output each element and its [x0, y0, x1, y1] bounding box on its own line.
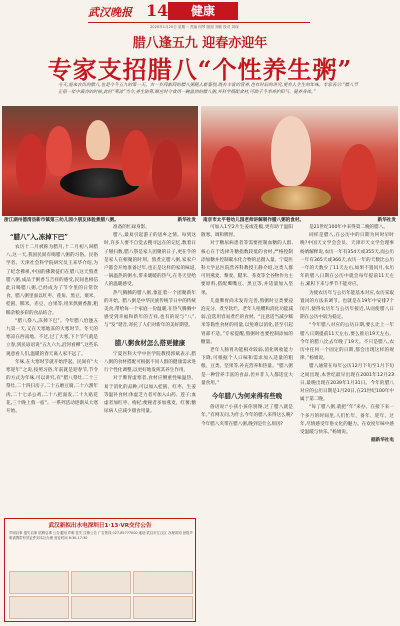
col3-paragraph: 老年人肠胃功能相对较弱,消化吸收能力下降,可根据个人口味和需求加入适量的粗粮、豆类、坚果等,补充营养和热量。“腊八粥是一种营养丰富的食品,但并非人人都适宜大量食用。” [201, 348, 293, 386]
col2-paragraph: 腊八,最易引起游子的思乡之情。每到这时,许多人要不自觉去搜寻远在的记忆,数着日子掰扫数,腊八祭是家人团聚的日子,更在乎的是家人在相聚的时刻。熬煮完腊八粥,家家户户都会开始准备过年,也正是这样的家的味道,一锅温热的粥水,带来暖暖的热气,在冬天里给人的温暖感受。 [104, 233, 196, 288]
kicker: 腊八逢五九 迎春亦迎年 [132, 36, 268, 51]
col2-subhead: 腊八粥食材怎么搭更健康 [114, 338, 186, 347]
page-number: 14 [146, 1, 169, 20]
col3-paragraph: 儿童脾胃尚未发育完善,熬粥时豆类要浸泡充分、煮至软烂。老年人咀嚼和消化功能减弱,宜选用容易煮烂的食材。“注意适当减少糯米等黏性食材的用量,以免难以消化,甚至引起胃部不适。”专家提醒,熬粥时也要控制添加的糖量。 [201, 298, 293, 345]
ad-title: 武汉新拟出水电深圳日1·13·VR交付公告 [48, 523, 152, 529]
col4-paragraph: 是21世纪100年中来得第二晚的腊八。 [309, 225, 388, 230]
col3-paragraph: 俗语说:“小孩小孩你别馋,过了腊八就是年。”有网友问,为什么今年的腊八来得这么晚?今年腊八夹带在腊八粥,晚到是什么原因? [201, 405, 293, 427]
col1-paragraph: 年味,在大寒时节就开始浮起。民间有“大寒迎年”之说,按照习俗,年前就是迎春节,节令的方式为年味,可以讲究,有“腊八祭灶,二十三祭灶,二十四扫房子,二十五磨豆腐,二十六割年肉,二十七杀公鸡,二十八把面发,二十九贴花花,三十晚上熬一宿”。一系列活动逐渐从大寒开始。 [6, 359, 98, 415]
photo-left-caption: 浙江湖州德清县新市镇第三幼儿园小朋友体验煮腊八粥。 新华社发 [4, 218, 196, 223]
col4-byline: 据新华社电 [371, 438, 394, 444]
col3-subhead: 今年腊八为何来得有些晚 [211, 392, 283, 401]
ad-body: 声明启事 遗失启事 招聘启事 公告通知 声明 挂失 注销公告 广告热线 027-85777000 地址:武汉市江汉区 办理须知 登报声明请携带有效证件到本社办理 营业时间 8:30-17:30 [9, 531, 193, 540]
col3-paragraph: 对于糖尿病患者等需要控制血糖的人群,核心在于选择升糖指数较低的食材,严格控制添加糖并控制碳水化合物的总摄入量。宁夏医科大学总医院营养科教授王静介绍,这类人群可用燕麦、藜麦、糙米、荞麦等全谷物作为主要原料,搭配鹰嘴豆、黑豆等,并适量加入坚果。 [201, 241, 293, 296]
col4-paragraph: “今年腊八对应的公历日期,要么比上一年腊八日期提前11天左右,要么推后19天左右。今年的腊八比去年晚了19天。不只是腊八,农历中任何一个固定的日期,都会出现这样的规律。”杨婧说。 [300, 323, 394, 362]
column-1 [6, 244, 98, 416]
photo-right-credit: 新华社发 [377, 218, 396, 223]
photo-teacher-ingredients [201, 106, 398, 216]
col3-paragraph: 可加入1至2片生姜或花椒,更有助于温阳散寒、调和脾胃。 [201, 225, 293, 239]
masthead-meta: 2020年1月20日 星期一 责编 何琴 版面 刘敏 校对 刘琛 [150, 25, 239, 29]
col4-paragraph: 同样是腊八,在公历中的日期为何时早时晚?中国天文学会会员、天津市天文学会理事杨婧解释说,农历一年有354天或355天,而公历一年有365天或366天,农历一年的天数比公历一年的天数少了11天左右,如果不置闰月,农历年的腊八日期在公历中就会每年提前11天左右,累积下来与季节不能对应。 [300, 233, 394, 288]
classified-ad-block [4, 518, 196, 622]
column-2 [104, 224, 196, 416]
section-label: 健康 [168, 2, 238, 20]
col2-paragraph: 准备的忙碌身影。 [113, 225, 150, 230]
masthead-rule [88, 22, 310, 23]
col4-paragraph: 为使农历年与公历年能基本对应,农历采取置闰的方法来调节。也就是在19年中安排7个闰月,使得农历年与公历年接近,从而使腊八日期在公历中较为稳定。 [300, 290, 394, 321]
photo-left-credit: 新华社发 [177, 218, 196, 223]
col4-paragraph: “每了腊八粥,就把“年”来办。在接下来一个多月的时间里,人们忙年、备年、迎年、过年,尽情感受年俗文化的魅力。在欢度年味中感受温暖与快乐。”杨婧说。 [300, 405, 394, 436]
col4-paragraph: 腊八通常在每年公历12月下旬至1月下旬之间出现,本世纪最早出现在2001年12月23日,最晚出现在2039年1月31日。今年的腊八对应的公历日期是1月20日,在21世纪100年中属于第二晚。 [300, 364, 394, 403]
newspaper-name: 武汉晚报 [88, 6, 132, 19]
col1-paragraph: 农历十二月被称为腊月,十二月初八叫腊八,这一天,我国民间有喝腊八粥的习俗。民俗学者、天津社会科学院研究员王来华介绍,为了纪念佛祖,中国的佛教徒们在腊八这天熬煮腊八粥,成品于粥香与吉祥的感受,民间也相信此日喝腊八粥,已经成为了节令里的日常饮食。腊八粥里面以红枣、莲角、黑豆、栗米、桂圆、糯米、赤豆、白果等,用米熬粥香甜,粗糯杂粮多彩的食品结合。 [6, 245, 98, 316]
ad-grid [9, 571, 193, 619]
column-3 [201, 224, 293, 429]
col2-paragraph: 热气腾腾的腊八粥,象征着一个团聚新年的开始。腊八粥是中华民族传统节日中的传统美食,带给每一个家庭一份温暖,在热气腾腾中感受到幸福和新年的吉祥,也有的说与“八”,与“发”谐音,寄托了人们对新年的美好期望。 [104, 290, 196, 329]
col1-paragraph: “腊八祭八,冻掉下巴”。今年腊八恰逢五九第一天,又在天寒地冻的大寒时节。冬天的寒凉在西南地。不过,过了大寒,下个节气就是立春,到民谚语说“五九六九,沿河看柳”,这些乐观意看人们,温暖的春天离人家不远了。 [6, 318, 98, 357]
col1-subhead: “腊八”入,冻掉下巴” [10, 233, 68, 241]
column-4 [300, 224, 394, 445]
col2-paragraph: 宁夏医科大学中医学院教授郭斌表示,腊八粥的食材搭配可根据不同人群的健康需求进行个性化调整,以更好地发挥其养生作用。 [104, 351, 196, 374]
lede: 今天,迎来农历的腊八,也是今冬五九的第一天。古一岁间新间的腊八粥随人新鉴别,既有丰富的营养,也有时辰的讲究,更有人生生的年味。专家表示:“腊八节正值一年中最冷的时候,此时“寒凉”当令,养生防寒,顺应时令食用一碗温热的腊八粥,并科学搭配食材,可助于冬季养护阳气、健养身体。” [58, 83, 358, 95]
masthead [0, 0, 400, 29]
headline: 专家支招腊八“个性养生粥” [47, 55, 353, 84]
col2-paragraph: 对于脾胃虚寒者,食材应侧重性味温热、易于消化的品种,可以加入桂圆、红枣、生姜等温补食材;体虚乏力者可加入山药、莲子;血虚者加红枣、枸杞;便秘者多加燕麦、红薯;糖尿病人应减少甜食用量。 [104, 376, 196, 415]
photo-children-cooking [2, 106, 198, 216]
photo-right-caption: 南京市太平巷幼儿园老师讲解制作腊八粥的食材。 新华社发 [203, 218, 396, 223]
